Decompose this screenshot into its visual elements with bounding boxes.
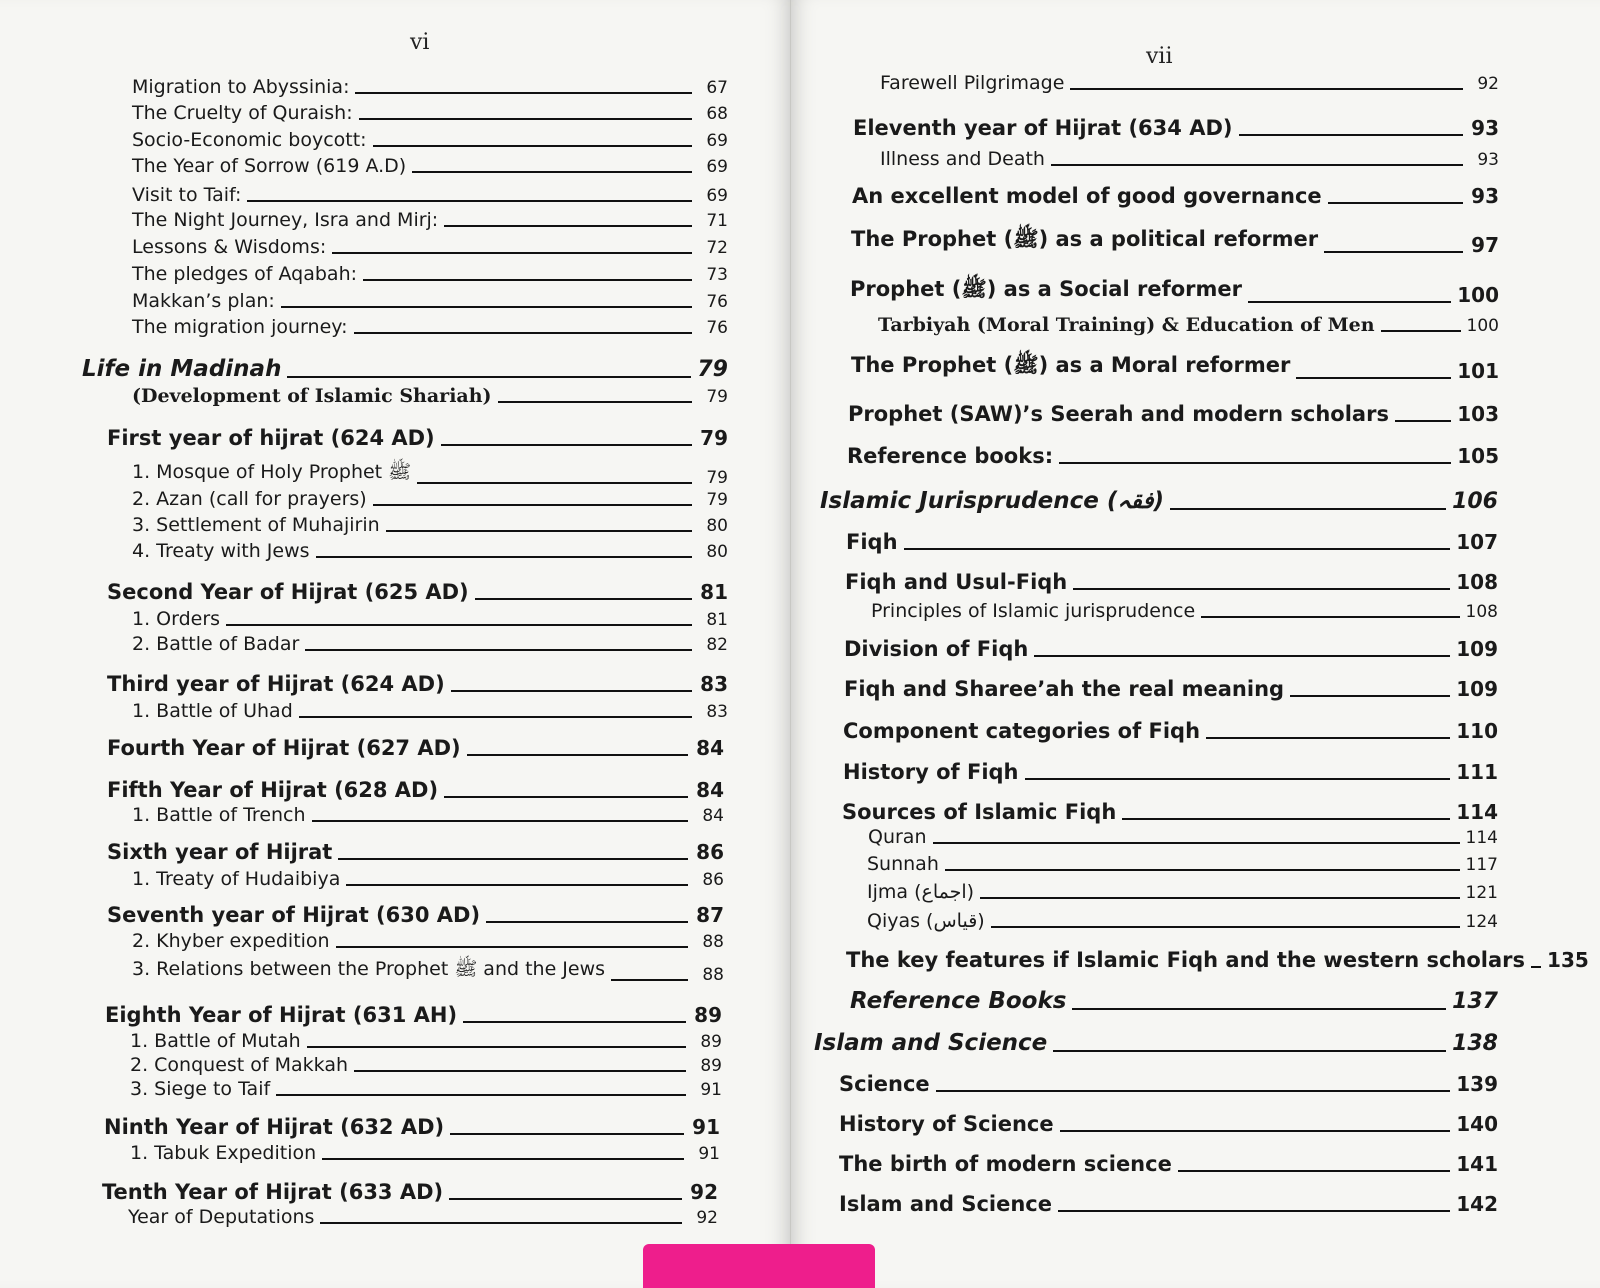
toc-entry-page-number: 100 (1457, 283, 1499, 307)
toc-leader-line (475, 598, 692, 600)
toc-entry-title: Tarbiyah (Moral Training) & Education of Men (878, 314, 1375, 336)
toc-leader-line (307, 1046, 686, 1048)
toc-entry (867, 910, 1498, 932)
toc-entry-title: Eleventh year of Hijrat (634 AD) (853, 116, 1233, 140)
toc-entry (853, 116, 1499, 140)
toc-entry (132, 316, 728, 338)
toc-entry-page-number: 109 (1456, 677, 1498, 701)
toc-entry-title: Life in Madinah (82, 356, 282, 382)
toc-leader-line (373, 145, 692, 147)
toc-leader-line (1239, 134, 1464, 136)
toc-entry-title: Qiyas (قیاس) (867, 910, 985, 932)
toc-entry (130, 1054, 722, 1076)
toc-entry-page-number: 110 (1456, 719, 1498, 743)
toc-leader-line (338, 858, 688, 860)
toc-entry-page-number: 91 (692, 1115, 720, 1139)
toc-entry-title: Sunnah (867, 853, 939, 875)
toc-entry-page-number: 117 (1465, 855, 1498, 875)
toc-leader-line (359, 118, 692, 120)
toc-entry-page-number: 92 (690, 1180, 718, 1204)
toc-entry-title: First year of hijrat (624 AD) (107, 426, 435, 450)
page-number-left: vi (410, 30, 430, 55)
toc-leader-line (287, 376, 691, 378)
toc-entry-page-number: 81 (706, 610, 728, 630)
toc-entry-page-number: 103 (1457, 402, 1499, 426)
toc-entry-title: Tenth Year of Hijrat (633 AD) (102, 1180, 444, 1204)
toc-leader-line (1025, 778, 1451, 780)
toc-entry-page-number: 140 (1456, 1112, 1498, 1136)
toc-entry-title: The migration journey: (132, 316, 348, 338)
toc-entry-title: Year of Deputations (128, 1206, 315, 1228)
toc-leader-line (316, 556, 692, 558)
toc-entry-title: 2. Battle of Badar (132, 633, 300, 655)
toc-entry-page-number: 114 (1465, 828, 1498, 848)
toc-entry-page-number: 79 (700, 426, 728, 450)
toc-entry-title: Migration to Abyssinia: (132, 76, 350, 98)
toc-leader-line (1059, 462, 1451, 464)
toc-entry-title: (Development of Islamic Shariah) (132, 385, 492, 407)
toc-entry (848, 402, 1499, 426)
toc-entry-title: 3. Settlement of Muhajirin (132, 514, 380, 536)
toc-entry (820, 488, 1498, 514)
toc-entry-page-number: 80 (706, 516, 728, 536)
toc-entry-title: Fiqh and Sharee’ah the real meaning (844, 677, 1285, 701)
toc-leader-line (346, 884, 688, 886)
toc-entry-title: Division of Fiqh (844, 637, 1029, 661)
toc-entry (105, 1003, 722, 1027)
toc-leader-line (1070, 88, 1463, 90)
toc-entry-title: An excellent model of good governance (852, 184, 1322, 208)
toc-leader-line (320, 1222, 682, 1224)
left-page (0, 0, 791, 1288)
toc-entry (850, 276, 1499, 307)
toc-entry-page-number: 87 (696, 903, 724, 927)
toc-entry (132, 385, 728, 407)
toc-entry-title: Lessons & Wisdoms: (132, 236, 327, 258)
toc-entry (132, 155, 728, 177)
page-number-right: vii (1146, 44, 1173, 69)
toc-leader-line (945, 869, 1460, 871)
toc-entry (132, 184, 728, 206)
toc-entry-page-number: 79 (706, 387, 728, 407)
toc-entry-title: Reference books: (847, 444, 1054, 468)
toc-entry (82, 356, 728, 382)
toc-leader-line (444, 225, 692, 227)
toc-leader-line (980, 897, 1459, 899)
toc-leader-line (354, 332, 692, 334)
toc-entry (843, 719, 1498, 743)
toc-entry (878, 314, 1499, 336)
toc-entry (132, 514, 728, 536)
toc-entry (107, 426, 728, 450)
toc-entry (842, 800, 1498, 824)
toc-entry (852, 184, 1499, 208)
toc-entry-page-number: 142 (1456, 1192, 1498, 1216)
toc-entry (867, 853, 1498, 875)
toc-entry-title: 1. Treaty of Hudaibiya (132, 868, 341, 890)
toc-entry-title: Islam and Science (839, 1192, 1052, 1216)
toc-entry (844, 677, 1498, 701)
toc-leader-line (1206, 737, 1450, 739)
toc-leader-line (322, 1158, 684, 1160)
toc-entry-page-number: 137 (1452, 989, 1498, 1014)
toc-leader-line (1531, 966, 1541, 968)
toc-entry-page-number: 84 (702, 806, 724, 826)
toc-leader-line (449, 1198, 682, 1200)
toc-entry-page-number: 100 (1466, 316, 1499, 336)
toc-leader-line (444, 796, 688, 798)
toc-entry-title: Third year of Hijrat (624 AD) (107, 672, 445, 696)
toc-entry-page-number: 139 (1456, 1072, 1498, 1096)
toc-leader-line (412, 171, 692, 173)
toc-leader-line (332, 252, 692, 254)
toc-leader-line (1324, 251, 1463, 253)
toc-entry-page-number: 68 (706, 104, 728, 124)
toc-entry-page-number: 83 (700, 672, 728, 696)
toc-entry-page-number: 88 (702, 932, 724, 952)
toc-entry (850, 988, 1498, 1014)
toc-leader-line (355, 92, 692, 94)
toc-entry-page-number: 71 (706, 211, 728, 231)
toc-entry-title: Ninth Year of Hijrat (632 AD) (104, 1115, 445, 1139)
toc-entry-page-number: 69 (706, 157, 728, 177)
toc-entry (132, 930, 724, 952)
toc-entry-title: The birth of modern science (839, 1152, 1172, 1176)
toc-leader-line (991, 926, 1460, 928)
toc-entry-title: The Prophet (ﷺ) as a political reformer (851, 227, 1319, 251)
toc-entry-title: Fourth Year of Hijrat (627 AD) (107, 736, 461, 760)
toc-leader-line (1122, 818, 1450, 820)
toc-entry-title: 3. Siege to Taif (130, 1078, 271, 1100)
toc-entry-title: Fifth Year of Hijrat (628 AD) (107, 778, 439, 802)
toc-leader-line (611, 979, 688, 981)
toc-entry (132, 460, 728, 488)
toc-entry (107, 840, 724, 864)
toc-entry (839, 1192, 1498, 1216)
toc-entry (839, 1112, 1498, 1136)
toc-entry-page-number: 101 (1457, 359, 1499, 383)
toc-leader-line (305, 649, 692, 651)
toc-entry-page-number: 138 (1452, 1031, 1498, 1056)
toc-entry-title: 3. Relations between the Prophet ﷺ and the Jews (132, 958, 606, 980)
toc-entry-title: History of Fiqh (843, 760, 1019, 784)
toc-entry-title: 1. Battle of Mutah (130, 1030, 301, 1052)
toc-entry-title: 2. Azan (call for prayers) (132, 488, 367, 510)
toc-leader-line (486, 921, 688, 923)
toc-entry (846, 948, 1589, 972)
toc-entry (867, 881, 1498, 903)
toc-entry-page-number: 69 (706, 186, 728, 206)
toc-leader-line (226, 624, 692, 626)
toc-entry (843, 760, 1498, 784)
toc-entry-title: Component categories of Fiqh (843, 719, 1201, 743)
toc-entry-title: 1. Orders (132, 608, 221, 630)
toc-entry-page-number: 82 (706, 635, 728, 655)
toc-entry-title: The Year of Sorrow (619 A.D) (132, 155, 407, 177)
toc-entry-title: Makkan’s plan: (132, 290, 275, 312)
toc-leader-line (1248, 301, 1451, 303)
toc-entry-page-number: 105 (1457, 444, 1499, 468)
toc-entry (880, 148, 1499, 170)
toc-entry-page-number: 107 (1456, 530, 1498, 554)
toc-entry-page-number: 88 (702, 965, 724, 985)
toc-entry-title: Illness and Death (880, 148, 1045, 170)
toc-entry-page-number: 76 (706, 292, 728, 312)
toc-entry (104, 1115, 720, 1139)
toc-entry (102, 1180, 718, 1204)
toc-entry-page-number: 91 (698, 1144, 720, 1164)
toc-entry (868, 826, 1498, 848)
toc-entry-title: Fiqh and Usul-Fiqh (845, 570, 1068, 594)
toc-entry (132, 804, 724, 826)
toc-entry-title: 1. Battle of Trench (132, 804, 306, 826)
toc-entry (107, 903, 724, 927)
toc-leader-line (1381, 330, 1461, 332)
toc-leader-line (276, 1094, 686, 1096)
toc-entry-title: Islamic Jurisprudence (فقہ) (820, 488, 1164, 514)
toc-entry (839, 1072, 1498, 1096)
toc-entry-page-number: 93 (1477, 150, 1499, 170)
toc-leader-line (336, 946, 688, 948)
toc-entry-title: Sixth year of Hijrat (107, 840, 333, 864)
toc-entry-page-number: 89 (700, 1056, 722, 1076)
toc-entry (107, 736, 724, 760)
toc-entry-page-number: 108 (1456, 570, 1498, 594)
toc-entry-page-number: 76 (706, 318, 728, 338)
toc-leader-line (1328, 202, 1463, 204)
toc-entry-title: Science (839, 1072, 930, 1096)
toc-entry (107, 778, 724, 802)
toc-entry-title: The pledges of Aqabah: (132, 263, 358, 285)
toc-entry-page-number: 81 (700, 580, 728, 604)
right-page (791, 0, 1600, 1288)
toc-entry (132, 633, 728, 655)
toc-entry (132, 290, 728, 312)
toc-entry-title: The Cruelty of Quraish: (132, 102, 353, 124)
toc-entry (107, 672, 728, 696)
toc-leader-line (441, 444, 692, 446)
toc-leader-line (1296, 377, 1451, 379)
toc-entry-title: Seventh year of Hijrat (630 AD) (107, 903, 481, 927)
toc-entry-page-number: 69 (706, 131, 728, 151)
toc-leader-line (1051, 164, 1463, 166)
toc-entry-title: The Prophet (ﷺ) as a Moral reformer (851, 353, 1291, 377)
toc-entry-page-number: 109 (1456, 637, 1498, 661)
toc-entry-title: Quran (868, 826, 927, 848)
toc-entry-page-number: 89 (700, 1032, 722, 1052)
toc-entry (132, 263, 728, 285)
toc-entry-page-number: 92 (1477, 74, 1499, 94)
toc-entry (132, 700, 728, 722)
toc-entry-page-number: 79 (706, 490, 728, 510)
toc-entry-title: 2. Conquest of Makkah (130, 1054, 349, 1076)
toc-entry (132, 76, 728, 98)
toc-entry-title: 4. Treaty with Jews (132, 540, 310, 562)
toc-entry (107, 580, 728, 604)
toc-entry-title: Ijma (اجماع) (867, 881, 975, 903)
toc-entry (128, 1206, 718, 1228)
toc-entry-title: The Night Journey, Isra and Mirj: (132, 209, 439, 231)
toc-entry-page-number: 135 (1547, 948, 1589, 972)
toc-entry (839, 1152, 1498, 1176)
toc-entry-page-number: 67 (706, 78, 728, 98)
toc-entry-page-number: 121 (1465, 883, 1498, 903)
toc-entry (132, 540, 728, 562)
toc-entry-title: Socio-Economic boycott: (132, 129, 367, 151)
toc-leader-line (354, 1070, 686, 1072)
toc-entry-title: 1. Tabuk Expedition (130, 1142, 317, 1164)
toc-entry (130, 1142, 720, 1164)
toc-entry-title: Reference Books (850, 988, 1067, 1014)
toc-leader-line (373, 504, 692, 506)
toc-entry-title: The key features if Islamic Fiqh and the western scholars (846, 948, 1526, 972)
toc-entry-page-number: 92 (696, 1208, 718, 1228)
toc-leader-line (1201, 616, 1459, 618)
toc-leader-line (281, 306, 692, 308)
toc-leader-line (247, 200, 692, 202)
toc-entry (132, 236, 728, 258)
toc-entry-title: Islam and Science (814, 1030, 1048, 1056)
toc-leader-line (1170, 508, 1446, 510)
toc-entry-page-number: 79 (697, 357, 728, 382)
toc-leader-line (1053, 1050, 1446, 1052)
toc-leader-line (904, 548, 1451, 550)
toc-leader-line (1073, 588, 1450, 590)
toc-entry (132, 209, 728, 231)
pink-bookmark-tab (643, 1244, 875, 1288)
toc-leader-line (1058, 1210, 1450, 1212)
toc-entry-title: Visit to Taif: (132, 184, 242, 206)
toc-entry (844, 637, 1498, 661)
toc-leader-line (933, 842, 1460, 844)
toc-entry-title: Fiqh (846, 530, 898, 554)
toc-entry-page-number: 97 (1471, 233, 1499, 257)
toc-entry-title: 1. Mosque of Holy Prophet ﷺ (132, 461, 412, 483)
toc-entry-page-number: 124 (1465, 912, 1498, 932)
toc-entry (880, 72, 1499, 94)
toc-leader-line (1060, 1130, 1451, 1132)
toc-entry-page-number: 106 (1452, 489, 1498, 514)
toc-entry-page-number: 86 (696, 840, 724, 864)
toc-entry-title: Prophet (SAW)’s Seerah and modern scholars (848, 402, 1389, 426)
toc-entry-page-number: 89 (694, 1003, 722, 1027)
toc-leader-line (1290, 695, 1450, 697)
toc-leader-line (936, 1090, 1451, 1092)
toc-entry-title: Second Year of Hijrat (625 AD) (107, 580, 469, 604)
toc-entry-page-number: 141 (1456, 1152, 1498, 1176)
toc-entry (132, 608, 728, 630)
toc-entry (130, 1078, 722, 1100)
toc-entry-title: 1. Battle of Uhad (132, 700, 293, 722)
toc-leader-line (451, 690, 692, 692)
toc-entry (845, 570, 1498, 594)
toc-leader-line (299, 716, 692, 718)
toc-entry-title: History of Science (839, 1112, 1054, 1136)
toc-entry-page-number: 79 (706, 468, 728, 488)
toc-entry-title: Eighth Year of Hijrat (631 AH) (105, 1003, 458, 1027)
toc-entry-page-number: 80 (706, 542, 728, 562)
toc-entry (851, 226, 1499, 257)
toc-entry (846, 530, 1498, 554)
toc-leader-line (450, 1133, 684, 1135)
toc-leader-line (312, 820, 688, 822)
toc-entry (132, 488, 728, 510)
toc-entry-page-number: 84 (696, 736, 724, 760)
toc-entry-title: Farewell Pilgrimage (880, 72, 1065, 94)
toc-leader-line (363, 279, 692, 281)
toc-entry (132, 102, 728, 124)
toc-entry (132, 957, 724, 985)
toc-entry-page-number: 93 (1471, 184, 1499, 208)
toc-entry (871, 600, 1498, 622)
toc-entry-title: 2. Khyber expedition (132, 930, 330, 952)
toc-entry-title: Sources of Islamic Fiqh (842, 800, 1117, 824)
toc-entry-page-number: 108 (1465, 602, 1498, 622)
toc-entry-page-number: 73 (706, 265, 728, 285)
toc-leader-line (386, 530, 692, 532)
toc-leader-line (1395, 420, 1451, 422)
toc-entry-page-number: 72 (706, 238, 728, 258)
toc-entry-page-number: 91 (700, 1080, 722, 1100)
toc-entry (814, 1030, 1498, 1056)
toc-entry-page-number: 83 (706, 702, 728, 722)
toc-entry (847, 444, 1499, 468)
toc-leader-line (498, 401, 692, 403)
toc-entry (130, 1030, 722, 1052)
toc-entry (851, 352, 1499, 383)
toc-entry-page-number: 111 (1456, 760, 1498, 784)
toc-entry-page-number: 93 (1471, 116, 1499, 140)
toc-entry-page-number: 84 (696, 778, 724, 802)
toc-entry (132, 129, 728, 151)
toc-leader-line (463, 1021, 686, 1023)
toc-entry-page-number: 114 (1456, 800, 1498, 824)
toc-leader-line (1034, 655, 1450, 657)
toc-entry-page-number: 86 (702, 870, 724, 890)
toc-entry-title: Principles of Islamic jurisprudence (871, 600, 1196, 622)
toc-entry (132, 868, 724, 890)
toc-leader-line (417, 482, 692, 484)
toc-entry-title: Prophet (ﷺ) as a Social reformer (850, 277, 1242, 301)
toc-leader-line (1178, 1170, 1450, 1172)
toc-leader-line (467, 754, 688, 756)
toc-leader-line (1072, 1008, 1446, 1010)
